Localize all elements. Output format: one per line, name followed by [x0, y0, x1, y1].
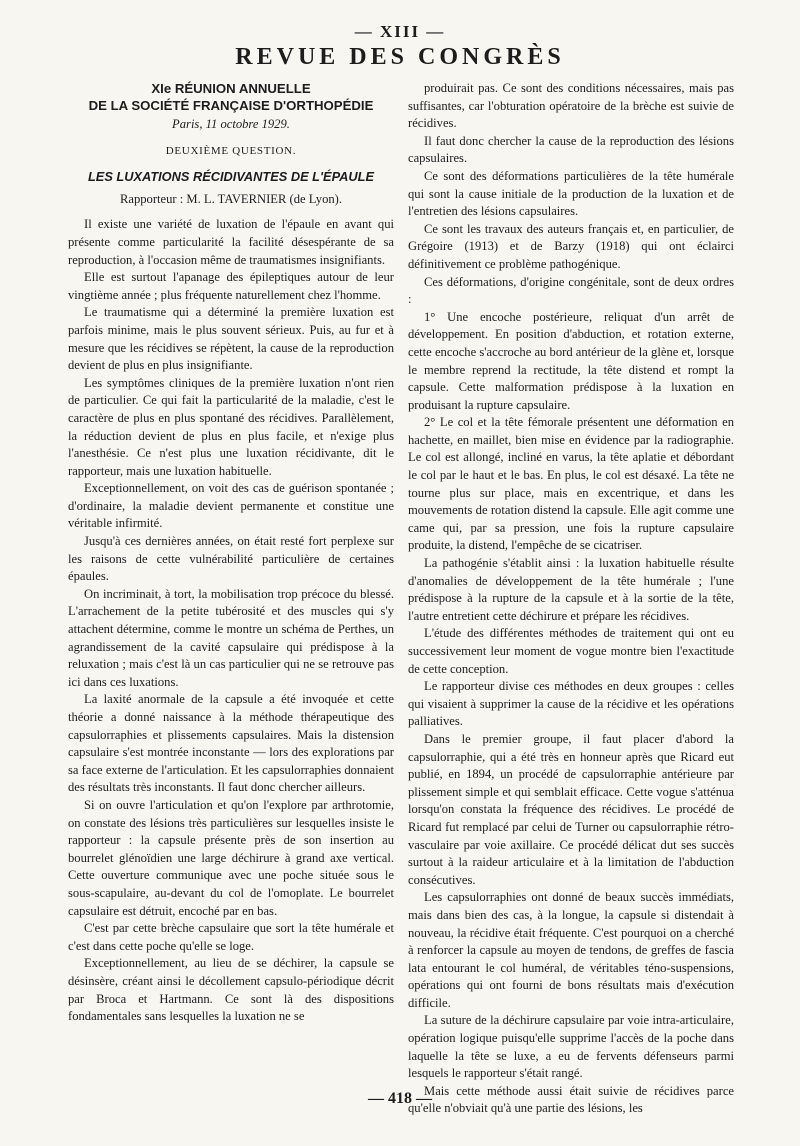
- left-column: [68, 80, 394, 1026]
- section-title: REVUE DES CONGRÈS: [235, 44, 565, 70]
- paragraph: Exceptionnellement, on voit des cas de guérison spontanée ; d'ordinaire, la maladie devient permanente et constitue une véritable infirmité.: [68, 481, 394, 531]
- paragraph: Ce sont des déformations particulières de la tête humérale qui sont la cause initiale de la production de la luxation et de l'entretien des lésions capsulaires.: [408, 168, 734, 219]
- paragraph: Ce sont les travaux des auteurs français et, en particulier, de Grégoire (1913) et de Barzy (1918) qui ont éclairci définitivement ce problème pathogénique.: [408, 221, 734, 271]
- paragraph: 1° Une encoche postérieure, reliquat d'un arrêt de développement. En position d'abduction, et rotation externe, cette encoche s'accroche au bord antérieur de la glène et, lorsque le membre reprend la rectitude, la tête distend et rompt la capsule. Cette malformation prédispose à la luxation en produisant la rupture capsulaire.: [408, 309, 734, 412]
- paragraph: C'est par cette brèche capsulaire que sort la tête humérale et c'est dans cette poche qu'elle se loge.: [68, 921, 394, 953]
- article-title: LES LUXATIONS RÉCIDIVANTES DE L'ÉPAULE: [87, 169, 375, 185]
- paragraph: Exceptionnellement, au lieu de se déchirer, la capsule se désinsère, créant ainsi le décollement capsulo-périodique décrit par Broca et Hartmann. Ce sont là des dispositions fondamentales sans lesquelles la luxation ne se: [68, 956, 394, 1024]
- paragraph: Mais cette méthode aussi était suivie de récidives parce qu'elle n'obviait qu'à une partie des lésions, les: [408, 1083, 734, 1116]
- paragraph: La laxité anormale de la capsule a été invoquée et cette théorie a donné naissance à la méthode thérapeutique des capsulorraphies et plissements capsulaires. Mais la distension capsulaire s'est montrée inconstante — lors des explorations par sa face externe de l'articulation. Et les capsulorraphies donnaient des résultats très inconstants. Il faut donc chercher ailleurs.: [68, 692, 394, 795]
- page-number: — 418 —: [368, 1090, 432, 1107]
- paragraph: L'étude des différentes méthodes de traitement qui ont eu successivement leur moment de vogue montre bien l'exactitude de cette conception.: [408, 626, 734, 676]
- meeting-name-line-2: DE LA SOCIÉTÉ FRANÇAISE D'ORTHOPÉDIE: [88, 98, 374, 113]
- meeting-date: Paris, 11 octobre 1929.: [172, 117, 290, 131]
- paragraph: Les symptômes cliniques de la première luxation n'ont rien de particulier. Ce qui fait la particularité de la maladie, c'est le caractère de plus en plus spontané des récidives. Parallèlement, la réduction devient de plus en plus facile, et n'exige plus l'anesthésie. Ce n'est plus une luxation récidivante, dit le rapporteur, mais une luxation habituelle.: [68, 375, 394, 478]
- meeting-name-line-1: XIe RÉUNION ANNUELLE: [151, 81, 311, 96]
- roman-page-number: — XIII —: [354, 22, 446, 41]
- paragraph: Il faut donc chercher la cause de la reproduction des lésions capsulaires.: [408, 133, 734, 166]
- paragraph: La pathogénie s'établit ainsi : la luxation habituelle résulte d'anomalies de développement de la tête humérale ; l'une prédispose à la rupture de la capsule et à la sortie de la tête, l'autre entretient cette déchirure et prépare les récidives.: [408, 556, 734, 623]
- right-column: [408, 80, 734, 1118]
- paragraph: Jusqu'à ces dernières années, on était resté fort perplexe sur les raisons de cette vulnérabilité particulière de certaines épaules.: [68, 534, 394, 584]
- right-column-body: [408, 80, 734, 1118]
- paragraph: Dans le premier groupe, il faut placer d'abord la capsulorraphie, qui a été très en honneur après que Ricard eut publié, en 1894, un procédé de capsulorraphie antérieure par plissement simple et qui semblait efficace. Cette vogue s'atténua lorsqu'on constata la fréquence des récidives. Le procédé de Ricard fut remplacé par celui de Turner ou capsulorraphie rétro-vasculaire par voie axillaire. Ce procédé délicat dut ses succès surtout à la raideur articulaire et à la limitation de l'abduction consécutives.: [408, 731, 734, 887]
- paragraph: 2° Le col et la tête fémorale présentent une déformation en hachette, en maillet, bien mise en évidence par la radiographie. Le col est allongé, incliné en varus, la tête aplatie et débordant le col par le haut et le bas. En plus, le col est désaxé. La tête ne tourne plus sur place, mais en excentrique, et dans les mouvements de rotation distend la capsule. Elle agit comme une came qui, par sa pression, une fois la rupture capsulaire produite, la distend, l'empêche de se cicatriser.: [408, 415, 734, 553]
- paragraph: La suture de la déchirure capsulaire par voie intra-articulaire, opération logique puisqu'elle supprime l'accès de la poche dans laquelle la tête se luxe, a eu de fervents défenseurs parmi lesquels le rapporteur s'était rangé.: [408, 1013, 734, 1081]
- rapporteur-line: Rapporteur : M. L. TAVERNIER (de Lyon).: [119, 191, 343, 206]
- paragraph: Le traumatisme qui a déterminé la première luxation est parfois minime, mais le plus souvent sérieux. Puis, au fur et à mesure que les récidives se répètent, la cause de la reproduction devient de plus en plus insignifiante.: [68, 305, 394, 373]
- left-column-body: [68, 216, 394, 1025]
- paragraph: On incriminait, à tort, la mobilisation trop précoce du blessé. L'arrachement de la petite tubérosité et des muscles qui s'y attachent détermine, comme le montre un schéma de Perthes, un agrandissement de la cavité capsulaire qui prédispose à la reluxation ; mais c'est là un cas particulier qui ne se retrouve pas ici dans ces luxations.: [68, 586, 394, 689]
- paragraph: produirait pas. Ce sont des conditions nécessaires, mais pas suffisantes, car l'obturation opératoire de la brèche est suivie de récidives.: [408, 81, 734, 131]
- paragraph: Le rapporteur divise ces méthodes en deux groupes : celles qui visaient à supprimer la cause de la récidive et les opérations palliatives.: [408, 679, 734, 729]
- paragraph: Elle est surtout l'apanage des épileptiques autour de leur vingtième année ; plus fréquente naturellement chez l'homme.: [68, 270, 394, 302]
- question-heading: DEUXIÈME QUESTION.: [165, 144, 297, 157]
- paragraph: Ces déformations, d'origine congénitale, sont de deux ordres :: [408, 274, 734, 307]
- paragraph: Les capsulorraphies ont donné de beaux succès immédiats, mais dans bien des cas, à la longue, la capsule si distendait à nouveau, la récidive était fréquente. C'est pourquoi on a cherché à renforcer la capsule au moyen de tendons, de greffes de fascia lata entourant le col huméral, de véritables téno-suspensions, opérations qui ont fourni de bons résultats mais d'exécution difficile.: [408, 890, 734, 1010]
- paragraph: Il existe une variété de luxation de l'épaule en avant qui présente comme particularité la facilité désespérante de sa reproduction, à l'occasion même de traumatismes insignifiants.: [68, 217, 394, 267]
- paragraph: Si on ouvre l'articulation et qu'on l'explore par arthrotomie, on constate des lésions très particulières sur lesquelles insiste le rapporteur : la capsule présente près de son insertion au bourrelet glénoïdien une large déchirure à grand axe vertical. Cette ouverture communique avec une poche située sous le sous-scapulaire, au-devant du col de l'omoplate. Le bourrelet capsulaire est détruit, encoché par en bas.: [68, 797, 394, 918]
